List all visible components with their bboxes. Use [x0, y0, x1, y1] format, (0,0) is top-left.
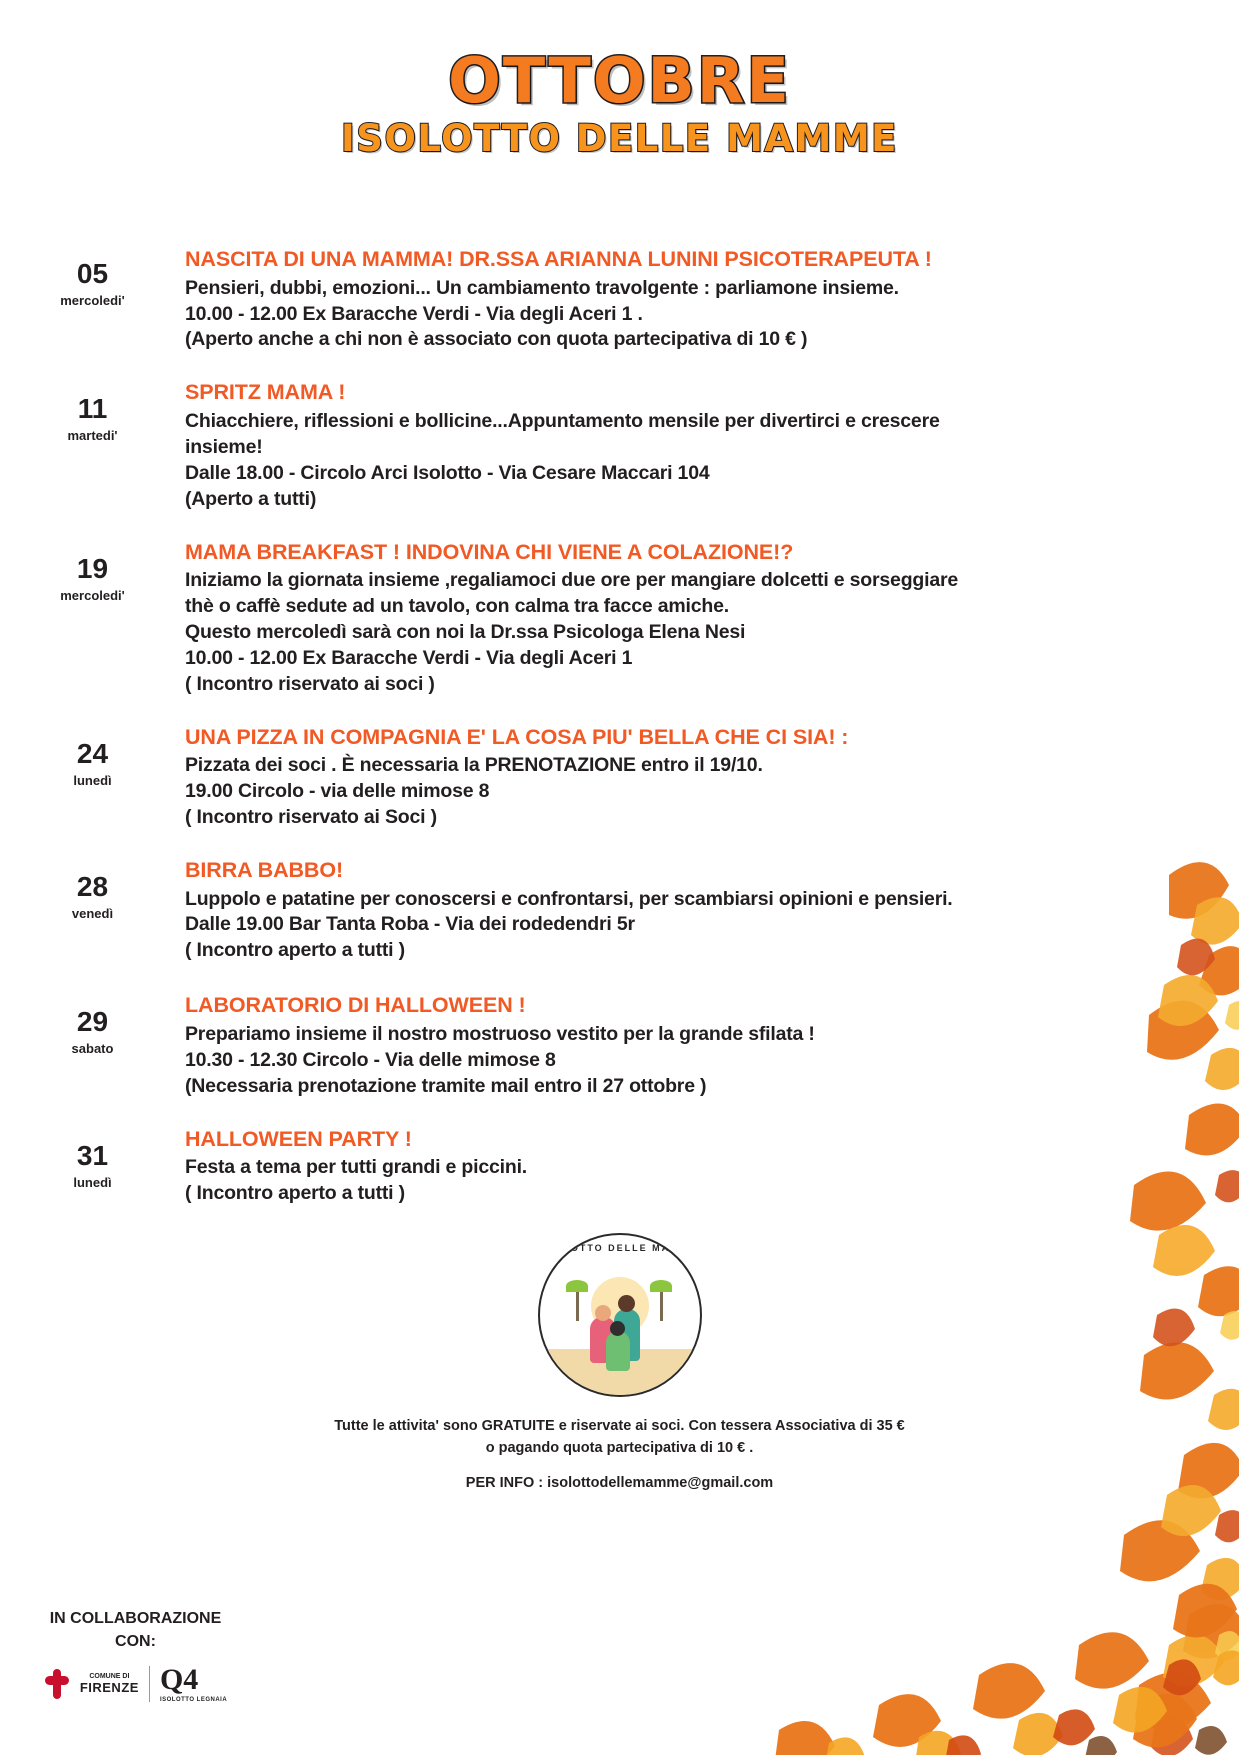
palm-tree-icon [660, 1287, 663, 1321]
event-day-number: 11 [77, 393, 108, 425]
event-date [0, 1126, 185, 1190]
collaboration-logos [28, 1665, 243, 1703]
event-line: Festa a tema per tutti grandi e piccini. [185, 1156, 528, 1179]
event-line: Dalle 19.00 Bar Tanta Roba - Via dei rodedendri 5r [185, 913, 635, 936]
event-weekday: martedi' [67, 428, 118, 444]
event-title: MAMA BREAKFAST ! INDOVINA CHI VIENE A COLAZIONE!? [185, 539, 794, 564]
event-details [185, 379, 1239, 512]
event-line: Pensieri, dubbi, emozioni... Un cambiamento travolgente : parliamone insieme. [185, 276, 899, 299]
quartiere-logo [160, 1665, 227, 1703]
events-list [0, 246, 1239, 1207]
event-weekday: mercoledi' [60, 587, 125, 603]
event-date [0, 246, 185, 308]
comune-label-big: FIRENZE [79, 1679, 139, 1695]
event-date [0, 992, 185, 1056]
event-line: Pizzata dei soci . È necessaria la PRENOTAZIONE entro il 19/10. [185, 754, 763, 777]
poster-header [0, 0, 1239, 160]
page-subtitle: ISOLOTTO DELLE MAMME [341, 117, 898, 161]
event-line: (Aperto anche a chi non è associato con quota partecipativa di 10 € ) [185, 328, 808, 351]
event-title: HALLOWEEN PARTY ! [185, 1126, 412, 1151]
logo-arc-text: ISOLOTTO DELLE MAMME [541, 1242, 698, 1253]
event-line: ( Incontro aperto a tutti ) [185, 1181, 405, 1204]
footer-note [0, 1416, 1239, 1495]
event-line: Dalle 18.00 - Circolo Arci Isolotto - Via Cesare Maccari 104 [185, 461, 710, 484]
event-line: ( Incontro aperto a tutti ) [185, 939, 405, 962]
event-line: 10.30 - 12.30 Circolo - Via delle mimose 8 [185, 1048, 556, 1071]
event-details [185, 724, 1239, 831]
event-line: ( Incontro riservato ai Soci ) [185, 806, 437, 829]
mother-head-icon [595, 1305, 611, 1321]
event-line: (Aperto a tutti) [185, 487, 317, 510]
event-day-number: 29 [76, 1006, 109, 1038]
event-day-number: 05 [76, 258, 109, 290]
event-line: Questo mercoledì sarà con noi la Dr.ssa Psicologa Elena Nesi [185, 620, 746, 643]
page-title: OTTOBRE [448, 44, 791, 117]
event-day-number: 19 [76, 552, 109, 584]
collaboration-title-line-1: IN COLLABORAZIONE [49, 1609, 222, 1627]
palm-tree-icon [576, 1287, 579, 1321]
event-item [0, 724, 1239, 831]
q4-sublabel: ISOLOTTO LEGNAIA [159, 1697, 228, 1703]
event-details [185, 539, 1239, 698]
event-day-number: 31 [76, 1139, 109, 1171]
event-line: insieme! [185, 435, 263, 458]
comune-di-firenze-logo [80, 1673, 139, 1696]
child-figure-icon [606, 1331, 630, 1371]
event-weekday: lunedì [73, 1174, 112, 1190]
logo-circle [538, 1233, 702, 1397]
event-title: NASCITA DI UNA MAMMA! DR.SSA ARIANNA LUNINI PSICOTERAPEUTA ! [185, 247, 932, 272]
contact-info[interactable]: PER INFO : isolottodellemamme@gmail.com [465, 1475, 774, 1492]
event-title: SPRITZ MAMA ! [185, 380, 346, 405]
event-line: Prepariamo insieme il nostro mostruoso vestito per la grande sfilata ! [185, 1022, 815, 1045]
event-weekday: sabato [71, 1041, 114, 1057]
event-details [185, 992, 1239, 1099]
event-title: LABORATORIO DI HALLOWEEN ! [185, 993, 526, 1018]
event-date [0, 724, 185, 788]
event-day-number: 28 [76, 870, 109, 902]
collaboration-block [28, 1607, 243, 1703]
event-line: Iniziamo la giornata insieme ,regaliamoci due ore per mangiare dolcetti e sorseggiare [185, 569, 959, 592]
event-line: 10.00 - 12.00 Ex Baracche Verdi - Via degli Aceri 1 . [185, 302, 643, 325]
child-head-icon [610, 1321, 625, 1336]
event-details [185, 246, 1239, 353]
event-line: 10.00 - 12.00 Ex Baracche Verdi - Via degli Aceri 1 [185, 646, 633, 669]
event-title: BIRRA BABBO! [185, 857, 344, 882]
event-item [0, 992, 1239, 1099]
comune-label-small: COMUNE DI [89, 1672, 130, 1680]
event-date [0, 539, 185, 603]
event-details [185, 857, 1239, 964]
event-title: UNA PIZZA IN COMPAGNIA E' LA COSA PIU' BELLA CHE CI SIA! : [185, 724, 849, 749]
event-weekday: venedì [71, 905, 114, 921]
event-line: Luppolo e patatine per conoscersi e confrontarsi, per scambiarsi opinioni e pensieri. [185, 887, 953, 910]
giglio-fiorentino-icon [44, 1667, 70, 1701]
event-details [185, 1126, 1239, 1207]
event-item [0, 1126, 1239, 1207]
event-line: (Necessaria prenotazione tramite mail entro il 27 ottobre ) [185, 1074, 707, 1097]
footer-note-line-2: o pagando quota partecipativa di 10 € . [485, 1439, 754, 1456]
logo-divider [149, 1666, 150, 1702]
event-item [0, 539, 1239, 698]
collaboration-title-line-2: CON: [115, 1632, 156, 1650]
event-date [0, 379, 185, 443]
palm-leaves-icon [650, 1280, 672, 1292]
autumn-leaves-bottom-decoration [479, 1555, 1239, 1755]
event-weekday: lunedì [73, 772, 112, 788]
mother-head-icon [618, 1295, 635, 1312]
event-line: 19.00 Circolo - via delle mimose 8 [185, 780, 490, 803]
event-item [0, 246, 1239, 353]
event-line: Chiacchiere, riflessioni e bollicine...Appuntamento mensile per divertirci e crescere [185, 409, 940, 432]
event-date [0, 857, 185, 921]
event-line: ( Incontro riservato ai soci ) [185, 672, 435, 695]
event-item [0, 379, 1239, 512]
event-weekday: mercoledi' [60, 293, 125, 309]
event-line: thè o caffè sedute ad un tavolo, con calma tra facce amiche. [185, 595, 729, 618]
palm-leaves-icon [566, 1280, 588, 1292]
q4-label: Q4 [159, 1663, 199, 1696]
event-item [0, 857, 1239, 964]
event-day-number: 24 [76, 737, 109, 769]
association-logo [0, 1233, 1239, 1402]
footer-note-line-1: Tutte le attivita' sono GRATUITE e riservate ai soci. Con tessera Associativa di 35 € [334, 1417, 905, 1434]
